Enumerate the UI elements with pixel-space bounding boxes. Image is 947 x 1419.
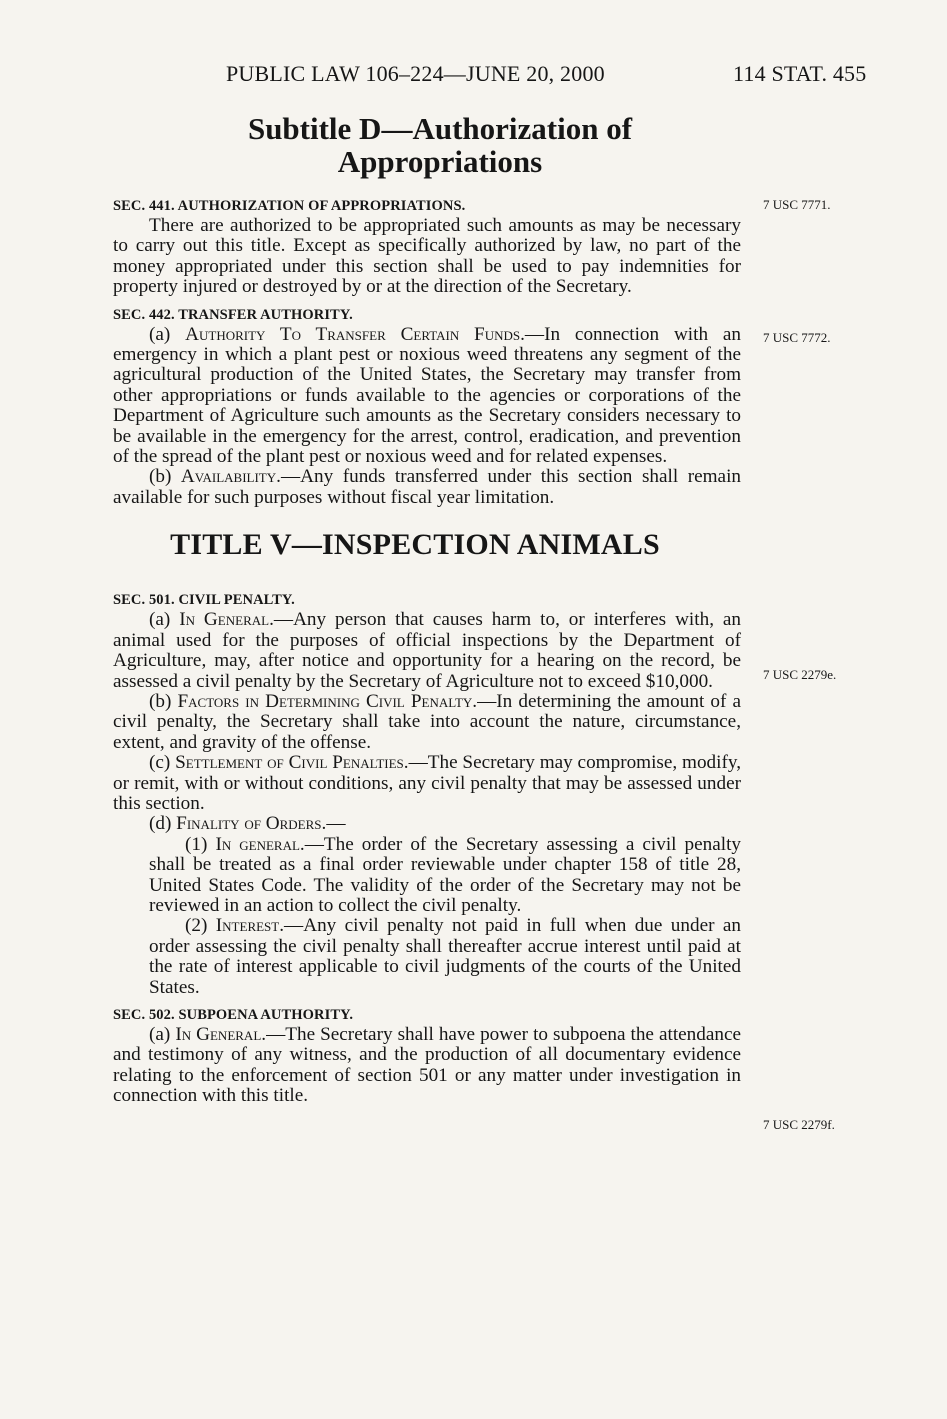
subtitle-line-2: Appropriations bbox=[337, 144, 543, 179]
paragraph-label: (b) bbox=[149, 690, 178, 712]
paragraph-text: —In connection with an emergency in which a plant pest or noxious weed threatens any segment of the agricultural production of the United States, the Secretary may transfer from other appropriations or funds available to the agencies or corporations of the Department of Agriculture such amounts as the Secretary considers necessary to be available in the emergency for the arrest, control, eradication, and prevention of the spread of the plant pest or noxious weed and for related expenses. bbox=[113, 323, 741, 468]
paragraph-text: —In determining the amount of a civil penalty, the Secretary shall take into account the nature, circumstance, extent, and gravity of the offense. bbox=[113, 690, 741, 753]
paragraph-heading: Availability. bbox=[180, 466, 281, 488]
section-501-paragraph-b bbox=[113, 692, 741, 753]
margin-note-sec-442: 7 USC 7772. bbox=[763, 330, 831, 345]
paragraph-heading: Factors in Determining Civil Penalty. bbox=[177, 690, 478, 712]
section-501-paragraph-d2 bbox=[113, 916, 741, 998]
paragraph-heading: Authority To Transfer Certain Funds. bbox=[185, 323, 525, 345]
paragraph-label: (c) bbox=[149, 752, 176, 774]
section-heading-501: SEC. 501. CIVIL PENALTY. bbox=[113, 592, 295, 609]
section-501-paragraph-d bbox=[113, 814, 741, 834]
paragraph-text: —Any person that causes harm to, or interferes with, an animal used for the purposes of official inspections by the Department of Agriculture, may, after notice and opportunity for a hearing on the record, be assessed a civil penalty by the Secretary of Agriculture not to exceed $10,000. bbox=[113, 609, 742, 692]
section-501-paragraph-a bbox=[113, 610, 741, 692]
section-501-paragraph-c bbox=[113, 753, 741, 814]
paragraph-text: — bbox=[326, 813, 346, 835]
paragraph-label: (2) bbox=[185, 915, 216, 937]
paragraph-text: —Any funds transferred under this section shall remain available for such purposes without fiscal year limitation. bbox=[113, 466, 741, 508]
section-heading-441: SEC. 441. AUTHORIZATION OF APPROPRIATIONS. bbox=[113, 198, 466, 214]
section-441-text: There are authorized to be appropriated such amounts as may be necessary to carry out this title. Except as specifically authorized by law, no part of the money appropriated under this section shall be used to pay indemnities for property injured or destroyed by or at the direction of the Secretary. bbox=[113, 215, 741, 298]
paragraph-heading: In General. bbox=[179, 609, 274, 631]
running-header-page-number: 114 STAT. 455 bbox=[733, 61, 867, 86]
paragraph-label: (b) bbox=[149, 466, 181, 488]
paragraph-text: —The Secretary shall have power to subpoena the attendance and testimony of any witness, and the production of all documentary evidence relating to the enforcement of section 501 or any matter under investigation in connection with this title. bbox=[113, 1024, 742, 1107]
subtitle-heading bbox=[140, 112, 740, 178]
paragraph-heading: Interest. bbox=[215, 915, 285, 937]
margin-note-sec-441: 7 USC 7771. bbox=[763, 197, 831, 212]
paragraph-heading: Finality of Orders. bbox=[176, 813, 327, 835]
section-442-paragraph-b bbox=[113, 467, 741, 508]
running-header-left: PUBLIC LAW 106–224—JUNE 20, 2000 bbox=[226, 61, 605, 86]
section-heading-442: SEC. 442. TRANSFER AUTHORITY. bbox=[113, 306, 353, 323]
paragraph-label: (1) bbox=[185, 833, 216, 855]
paragraph-label: (d) bbox=[149, 813, 177, 835]
paragraph-heading: In general. bbox=[215, 833, 305, 855]
paragraph-heading: In General. bbox=[175, 1024, 267, 1045]
paragraph-text: —Any civil penalty not paid in full when due under an order assessing the civil penalty shall thereafter accrue interest until paid at the rate of interest applicable to civil judgments of the courts of the United States. bbox=[149, 915, 742, 998]
section-442-paragraph-a bbox=[113, 325, 741, 468]
section-501-paragraph-d1 bbox=[113, 835, 741, 917]
section-502-paragraph-a bbox=[113, 1025, 741, 1107]
paragraph-text: —The Secretary may compromise, modify, or remit, with or without conditions, any civil penalty that may be assessed under this section. bbox=[113, 752, 742, 814]
paragraph-label: (a) bbox=[149, 609, 180, 631]
section-heading-502: SEC. 502. SUBPOENA AUTHORITY. bbox=[113, 1007, 354, 1023]
title-v-heading: TITLE V—INSPECTION ANIMALS bbox=[170, 528, 660, 562]
document-body bbox=[113, 196, 741, 1107]
margin-note-sec-502: 7 USC 2279f. bbox=[763, 1117, 835, 1132]
paragraph-text: —The order of the Secretary assessing a civil penalty shall be treated as a final order reviewable under chapter 158 of title 28, United States Code. The validity of the order of the Secretary may not be reviewed in an action to collect the civil penalty. bbox=[149, 833, 742, 916]
subtitle-line-1: Subtitle D—Authorization of bbox=[247, 111, 633, 146]
paragraph-heading: Settlement of Civil Penalties. bbox=[175, 752, 409, 774]
margin-note-sec-501: 7 USC 2279e. bbox=[763, 667, 837, 682]
paragraph-label: (a) bbox=[149, 1024, 176, 1045]
paragraph-label: (a) bbox=[149, 323, 186, 345]
